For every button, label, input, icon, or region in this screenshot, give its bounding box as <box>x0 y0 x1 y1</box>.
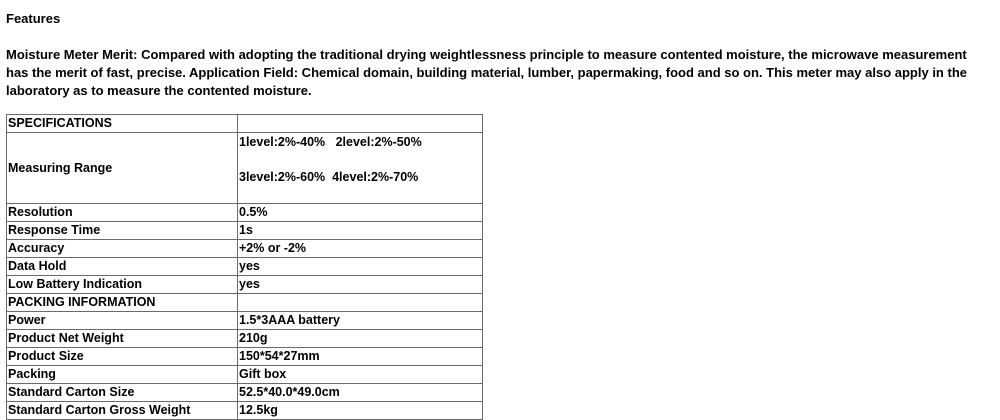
row-label: Low Battery Indication <box>7 276 238 294</box>
row-value: 12.5kg <box>238 402 483 420</box>
range-line-1: 1level:2%-40% 2level:2%-50% <box>239 135 422 149</box>
table-row <box>7 366 483 384</box>
row-value: +2% or -2% <box>238 240 483 258</box>
table-row <box>7 258 483 276</box>
row-label: Data Hold <box>7 258 238 276</box>
row-value: 210g <box>238 330 483 348</box>
row-label: Standard Carton Gross Weight <box>7 402 238 420</box>
table-row <box>7 384 483 402</box>
table-row <box>7 222 483 240</box>
row-value: yes <box>238 258 483 276</box>
document-page <box>6 10 991 417</box>
row-label: Product Size <box>7 348 238 366</box>
row-label: Response Time <box>7 222 238 240</box>
table-row <box>7 276 483 294</box>
row-value: 1.5*3AAA battery <box>238 312 483 330</box>
row-value: 52.5*40.0*49.0cm <box>238 384 483 402</box>
range-line-2: 3level:2%-60% 4level:2%-70% <box>239 170 419 184</box>
intro-paragraph: Moisture Meter Merit: Compared with adopting the traditional drying weightlessness principle to measure contented moisture, the microwave measurement has the merit of fast, precise. Application Field: Chemical domain, building material, lumber, papermaking, food and so on. This meter may also apply in the laboratory as to measure the contented moisture. <box>6 47 967 98</box>
row-label: Standard Carton Size <box>7 384 238 402</box>
row-value: 150*54*27mm <box>238 348 483 366</box>
empty-cell <box>238 115 483 133</box>
row-value: yes <box>238 276 483 294</box>
row-value: 0.5% <box>238 204 483 222</box>
row-label: Power <box>7 312 238 330</box>
row-label: Accuracy <box>7 240 238 258</box>
table-row <box>7 312 483 330</box>
row-value: 1s <box>238 222 483 240</box>
packing-information-header: PACKING INFORMATION <box>7 294 238 312</box>
row-label: Resolution <box>7 204 238 222</box>
measuring-range-label: Measuring Range <box>7 133 238 204</box>
table-row <box>7 115 483 133</box>
table-row <box>7 204 483 222</box>
features-heading: Features <box>6 11 61 26</box>
specifications-table <box>6 114 483 420</box>
table-row <box>7 240 483 258</box>
empty-cell <box>238 294 483 312</box>
specifications-header: SPECIFICATIONS <box>7 115 238 133</box>
row-value: Gift box <box>238 366 483 384</box>
table-row <box>7 330 483 348</box>
table-row <box>7 348 483 366</box>
table-row <box>7 402 483 420</box>
table-row <box>7 133 483 204</box>
measuring-range-value <box>238 133 483 204</box>
table-row <box>7 294 483 312</box>
row-label: Product Net Weight <box>7 330 238 348</box>
row-label: Packing <box>7 366 238 384</box>
